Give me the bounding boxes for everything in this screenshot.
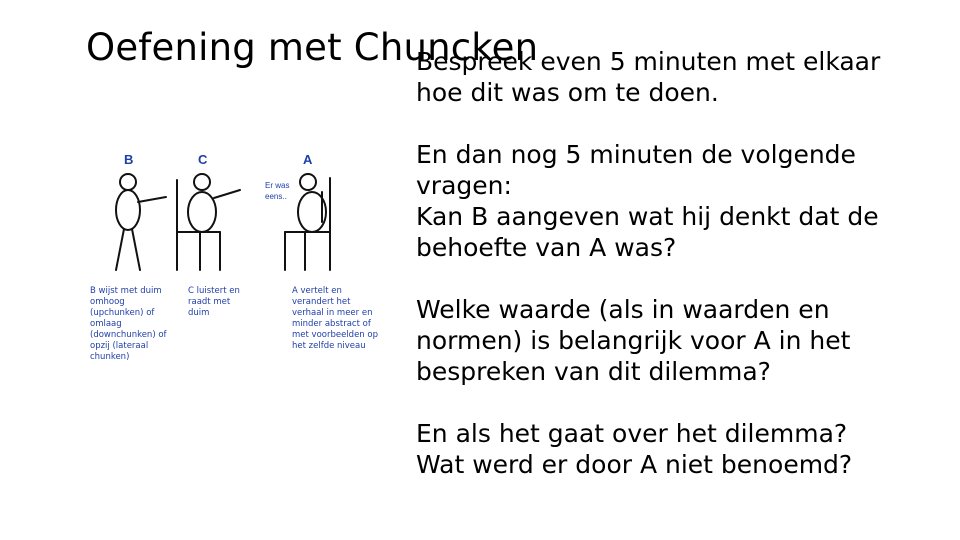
caption-c [188,286,240,319]
caption-line: (upchunken) of [90,308,155,318]
caption-a [292,286,378,352]
paragraph-dilemma [416,418,946,480]
text-line: bespreken van dit dilemma? [416,357,771,386]
text-line: Kan B aangeven wat hij denkt dat de [416,202,879,231]
speech-line-1: Er was [265,181,290,190]
caption-line: omlaag [90,319,122,329]
caption-line: verandert het [292,297,351,307]
label-a: A [303,152,313,167]
label-c: C [198,152,208,167]
caption-line: omhoog [90,297,125,307]
text-line: normen) is belangrijk voor A in het [416,326,851,355]
text-line: En dan nog 5 minuten de volgende [416,140,856,169]
person-b-figure [116,174,166,270]
speech-line-2: eens.. [265,192,287,201]
text-line: Wat werd er door A niet benoemd? [416,450,853,479]
text-line: vragen: [416,171,512,200]
slide-title: Oefening met Chuncken [86,26,539,69]
person-a-figure [285,174,330,270]
caption-line: chunken) [90,352,130,362]
caption-line: B wijst met duim [90,286,162,296]
chunking-illustration [80,140,380,380]
text-line: hoe dit was om te doen. [416,78,719,107]
paragraph-questions [416,139,946,263]
person-c-figure [177,174,240,270]
caption-line: verhaal in meer en [292,308,373,318]
paragraph-value [416,294,946,387]
text-line: Welke waarde (als in waarden en [416,295,830,324]
caption-line: C luistert en [188,286,240,296]
stick-figures-drawing [80,140,380,290]
caption-line: minder abstract of [292,319,371,329]
caption-b [90,286,167,363]
slide-body [416,46,946,480]
caption-line: met voorbeelden op [292,330,378,340]
text-line: Bespreek even 5 minuten met elkaar [416,47,881,76]
caption-line: opzij (lateraal [90,341,149,351]
text-line: behoefte van A was? [416,233,677,262]
caption-line: duim [188,308,210,318]
text-line: En als het gaat over het dilemma? [416,419,848,448]
caption-line: (downchunken) of [90,330,167,340]
caption-line: raadt met [188,297,231,307]
caption-line: A vertelt en [292,286,342,296]
caption-line: het zelfde niveau [292,341,366,351]
label-b: B [124,152,134,167]
